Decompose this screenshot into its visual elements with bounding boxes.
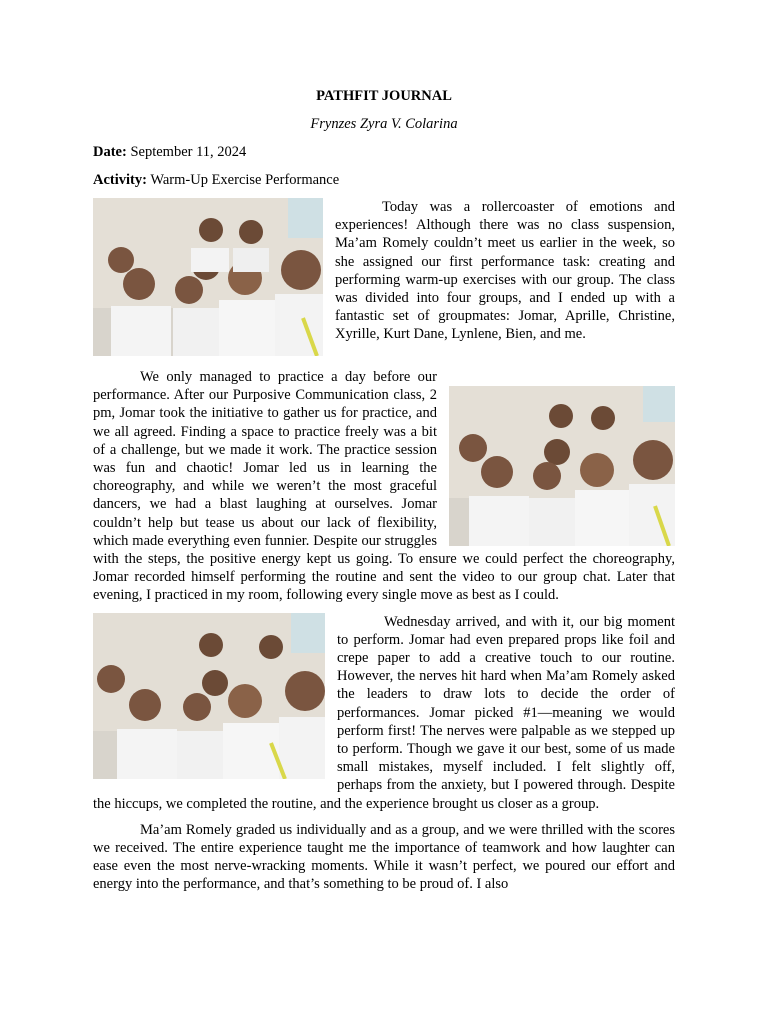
paragraph-1 [93,198,675,360]
activity-line [93,170,675,190]
author-name: Frynzes Zyra V. Colarina [310,116,458,132]
paragraph-2 [93,368,675,605]
date-line [93,142,675,162]
paragraph-1-text: Today was a rollercoaster of emotions and experiences! Although there was no class suspension, Ma’am Romely couldn’t meet us earlier in the week, so she assigned our first performance task: creating and performing warm-up exercises with our group. The class was divided into four groups, and I ended up with a fantastic set of groupmates: Jomar, Aprille, Christine, Xyrille, Kurt Dane, Lynlene, Bien, and me. [335,199,675,343]
group-photo-2 [449,386,675,546]
paragraph-2-text: We only managed to practice a day before our performance. After our Purposive Communication class, 2 pm, Jomar took the initiative to gather us for practice, and we all agreed. Finding a space to practice freely was a bit of a challenge, but we made it work. The practice session was fun and chaotic! Jomar led us in learning the choreography, and while we weren’t the most graceful dancers, we had a blast laughing at ourselves. Jomar couldn’t help but tease us about our lack of flexibility, which made everything even funnier. Despite our struggles with the steps, the positive energy kept us going. To ensure we could perfect the choreography, Jomar recorded himself performing the routine and sent the video to our group chat. Later that evening, I practiced in my room, following every single move as best as I could. [93,369,675,604]
paragraph-4-text: Ma’am Romely graded us individually and as a group, and we were thrilled with the scores we received. The entire experience taught me the importance of teamwork and how laughter can ease even the most nerve-wracking moments. While it wasn’t perfect, we poured our effort and energy into the performance, and that’s something to be proud of. I also [93,821,675,893]
group-photo-3 [93,613,325,779]
date-value: September 11, 2024 [130,144,247,160]
paragraph-4 [93,821,675,894]
paragraph-3 [93,613,675,813]
paragraph-3-text: Wednesday arrived, and with it, our big moment to perform. Jomar had even prepared props like foil and crepe paper to add a creative touch to our routine. However, the nerves hit hard when Ma’am Romely asked the leaders to draw lots to decide the order of performances. Jomar picked #1—meaning we would perform first! The nerves were palpable as we stepped up to perform. Though we gave it our best, some of us made small mistakes, myself included. I felt slightly off, perhaps from the anxiety, but I powered through. Despite the hiccups, we completed the routine, and the experience brought us closer as a group. [93,613,675,812]
document-title: PATHFIT JOURNAL [316,88,452,104]
activity-value: Warm-Up Exercise Performance [150,172,340,188]
activity-label: Activity: [93,172,147,188]
date-label: Date: [93,144,127,160]
journal-page [93,86,675,894]
group-photo-1 [93,198,323,356]
